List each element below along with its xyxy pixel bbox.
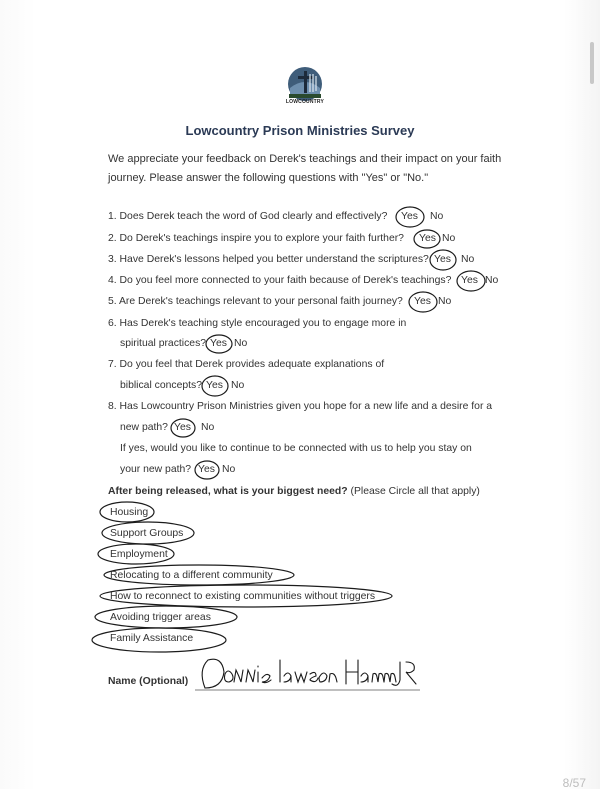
name-label: Name (Optional) <box>108 676 189 687</box>
q7-no[interactable]: No <box>231 380 245 391</box>
need-support-groups[interactable]: Support Groups <box>110 528 184 539</box>
survey-title: Lowcountry Prison Ministries Survey <box>185 123 415 138</box>
need-family-assistance[interactable]: Family Assistance <box>110 633 194 644</box>
q3-yes[interactable]: Yes <box>434 254 451 265</box>
logo-text: LOWCOUNTRY <box>285 99 325 105</box>
q5-no[interactable]: No <box>438 296 452 307</box>
question-7-cont: biblical concepts? <box>120 380 203 391</box>
question-6-cont: spiritual practices? <box>120 338 207 349</box>
question-1: 1. Does Derek teach the word of God clearly and effectively? <box>108 211 388 222</box>
q5-yes[interactable]: Yes <box>414 296 431 307</box>
need-avoiding-triggers[interactable]: Avoiding trigger areas <box>110 612 211 623</box>
q6-yes[interactable]: Yes <box>210 338 227 349</box>
q8-no[interactable]: No <box>201 422 215 433</box>
page-indicator: 8/57 <box>562 776 586 790</box>
need-housing[interactable]: Housing <box>110 507 149 518</box>
question-7: 7. Do you feel that Derek provides adequate explanations of <box>108 359 385 370</box>
needs-hint: (Please Circle all that apply) <box>350 486 480 497</box>
question-2: 2. Do Derek's teachings inspire you to explore your faith further? <box>108 233 404 244</box>
need-employment[interactable]: Employment <box>110 549 168 560</box>
question-8-followup-cont: your new path? <box>120 464 192 475</box>
q8-followup-yes[interactable]: Yes <box>198 464 215 475</box>
q1-no[interactable]: No <box>430 211 444 222</box>
q1-yes[interactable]: Yes <box>401 211 418 222</box>
q6-no[interactable]: No <box>234 338 248 349</box>
question-8-followup: If yes, would you like to continue to be connected with us to help you stay on <box>120 443 472 454</box>
intro-text: We appreciate your feedback on Derek's teachings and their impact on your faith journey. Please answer the following questions with "Yes" or "No." <box>108 153 502 184</box>
question-6: 6. Has Derek's teaching style encouraged you to engage more in <box>108 318 407 329</box>
q4-yes[interactable]: Yes <box>461 275 478 286</box>
question-8-cont: new path? <box>120 422 168 433</box>
needs-heading-text: After being released, what is your biggest need? <box>108 486 348 497</box>
q3-no[interactable]: No <box>461 254 475 265</box>
question-3: 3. Have Derek's lessons helped you better understand the scriptures? <box>108 254 429 265</box>
q4-no[interactable]: No <box>485 275 499 286</box>
need-relocating[interactable]: Relocating to a different community <box>110 570 273 581</box>
question-4: 4. Do you feel more connected to your faith because of Derek's teachings? <box>108 275 452 286</box>
question-5: 5. Are Derek's teachings relevant to your personal faith journey? <box>108 296 403 307</box>
q2-no[interactable]: No <box>442 233 456 244</box>
q8-yes[interactable]: Yes <box>174 422 191 433</box>
q7-yes[interactable]: Yes <box>206 380 223 391</box>
q8-followup-no[interactable]: No <box>222 464 236 475</box>
q2-yes[interactable]: Yes <box>419 233 436 244</box>
need-reconnect[interactable]: How to reconnect to existing communities without triggers <box>110 591 376 602</box>
question-8: 8. Has Lowcountry Prison Ministries given you hope for a new life and a desire for a <box>108 401 493 412</box>
